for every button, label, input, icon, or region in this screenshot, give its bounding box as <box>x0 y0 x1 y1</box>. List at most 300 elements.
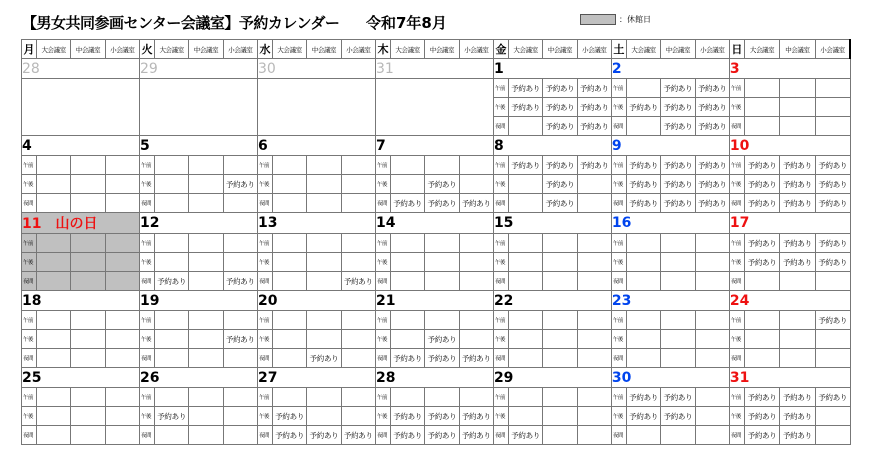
slot-label: 夜間 <box>375 349 390 368</box>
reservation-cell <box>577 272 611 291</box>
reservation-cell <box>695 234 729 253</box>
reservation-cell: 予約あり <box>695 79 729 98</box>
day-number: 1 <box>493 59 611 79</box>
reservation-cell: 予約あり <box>390 407 424 426</box>
reservation-cell <box>154 156 188 175</box>
slot-label: 午後 <box>493 175 508 194</box>
slot-label: 夜間 <box>257 349 272 368</box>
reservation-cell <box>543 311 577 330</box>
reservation-cell <box>695 426 729 445</box>
reservation-cell: 予約あり <box>223 330 257 349</box>
slot-label: 夜間 <box>611 349 626 368</box>
reservation-cell: 予約あり <box>661 194 695 213</box>
slot-label: 午後 <box>257 175 272 194</box>
reservation-cell <box>508 253 542 272</box>
reservation-cell <box>695 388 729 407</box>
day-number: 29 <box>493 368 611 388</box>
slot-label: 午後 <box>493 253 508 272</box>
reservation-cell <box>815 330 850 349</box>
weekday-header: 水 <box>257 40 272 59</box>
reservation-cell <box>626 349 660 368</box>
room-header: 小会議室 <box>577 40 611 59</box>
slot-label: 夜間 <box>611 426 626 445</box>
reservation-cell: 予約あり <box>543 117 577 136</box>
reservation-cell <box>37 426 71 445</box>
day-number: 14 <box>375 213 493 234</box>
slot-label: 午前 <box>729 311 744 330</box>
reservation-cell <box>71 194 105 213</box>
reservation-cell <box>744 311 779 330</box>
slot-label: 午前 <box>611 234 626 253</box>
reservation-cell <box>543 388 577 407</box>
reservation-cell <box>189 407 223 426</box>
reservation-cell <box>71 234 105 253</box>
day-number: 17 <box>729 213 850 234</box>
room-header: 小会議室 <box>459 40 493 59</box>
reservation-cell: 予約あり <box>780 426 815 445</box>
reservation-cell <box>307 175 341 194</box>
reservation-cell: 予約あり <box>780 388 815 407</box>
reservation-cell <box>189 349 223 368</box>
slot-label: 午後 <box>375 330 390 349</box>
reservation-cell: 予約あり <box>577 98 611 117</box>
room-header: 中会議室 <box>189 40 223 59</box>
reservation-cell: 予約あり <box>780 407 815 426</box>
reservation-cell: 予約あり <box>341 272 375 291</box>
reservation-cell <box>425 311 459 330</box>
slot-row <box>22 175 851 194</box>
slot-label: 夜間 <box>611 194 626 213</box>
reservation-cell <box>223 349 257 368</box>
reservation-calendar <box>21 39 851 445</box>
reservation-cell: 予約あり <box>815 156 850 175</box>
slot-row <box>22 272 851 291</box>
reservation-cell <box>661 253 695 272</box>
slot-label: 夜間 <box>611 272 626 291</box>
reservation-cell: 予約あり <box>661 388 695 407</box>
room-header: 大会議室 <box>154 40 188 59</box>
reservation-cell <box>223 426 257 445</box>
reservation-cell <box>154 234 188 253</box>
slot-label: 夜間 <box>493 272 508 291</box>
reservation-cell: 予約あり <box>459 426 493 445</box>
reservation-cell <box>189 388 223 407</box>
slot-row <box>22 234 851 253</box>
reservation-cell <box>154 388 188 407</box>
reservation-cell: 予約あり <box>543 79 577 98</box>
reservation-cell: 予約あり <box>780 194 815 213</box>
slot-row <box>22 194 851 213</box>
reservation-cell <box>272 330 306 349</box>
reservation-cell <box>744 117 779 136</box>
reservation-cell: 予約あり <box>744 234 779 253</box>
slot-label: 夜間 <box>22 194 37 213</box>
room-header: 大会議室 <box>626 40 660 59</box>
day-number: 25 <box>22 368 140 388</box>
reservation-cell <box>577 311 611 330</box>
slot-label: 午後 <box>611 98 626 117</box>
reservation-cell <box>272 175 306 194</box>
reservation-cell: 予約あり <box>154 407 188 426</box>
reservation-cell <box>626 117 660 136</box>
reservation-cell <box>37 388 71 407</box>
day-number: 12 <box>139 213 257 234</box>
date-row <box>22 368 851 388</box>
reservation-cell <box>508 194 542 213</box>
room-header: 小会議室 <box>815 40 850 59</box>
slot-label: 午後 <box>139 330 154 349</box>
reservation-cell: 予約あり <box>744 175 779 194</box>
slot-label: 午後 <box>257 330 272 349</box>
reservation-cell <box>37 272 71 291</box>
slot-label: 午前 <box>611 79 626 98</box>
reservation-cell: 予約あり <box>508 98 542 117</box>
reservation-cell <box>390 330 424 349</box>
slot-label: 午後 <box>22 175 37 194</box>
reservation-cell <box>71 388 105 407</box>
slot-label: 午後 <box>611 330 626 349</box>
slot-row <box>22 388 851 407</box>
reservation-cell <box>71 349 105 368</box>
reservation-cell: 予約あり <box>661 79 695 98</box>
reservation-cell: 予約あり <box>744 156 779 175</box>
reservation-cell <box>626 234 660 253</box>
slot-label: 午後 <box>611 407 626 426</box>
day-number: 31 <box>375 59 493 79</box>
reservation-cell <box>37 311 71 330</box>
reservation-cell <box>223 253 257 272</box>
reservation-cell <box>695 311 729 330</box>
day-number: 30 <box>257 59 375 79</box>
reservation-cell <box>341 253 375 272</box>
reservation-cell <box>390 311 424 330</box>
slot-label: 午前 <box>22 234 37 253</box>
slot-label: 午後 <box>729 253 744 272</box>
reservation-cell <box>626 253 660 272</box>
reservation-cell <box>105 194 139 213</box>
reservation-cell <box>508 311 542 330</box>
room-header: 中会議室 <box>661 40 695 59</box>
slot-label: 午前 <box>375 388 390 407</box>
reservation-cell: 予約あり <box>695 117 729 136</box>
reservation-cell <box>661 349 695 368</box>
reservation-cell: 予約あり <box>626 388 660 407</box>
day-number: 18 <box>22 291 140 311</box>
slot-row <box>22 311 851 330</box>
slot-label: 夜間 <box>493 117 508 136</box>
slot-row <box>22 330 851 349</box>
room-header: 大会議室 <box>272 40 306 59</box>
weekday-header: 金 <box>493 40 508 59</box>
reservation-cell <box>272 156 306 175</box>
reservation-cell <box>425 272 459 291</box>
slot-label: 夜間 <box>729 194 744 213</box>
day-number: 28 <box>375 368 493 388</box>
slot-label: 夜間 <box>493 194 508 213</box>
reservation-cell <box>307 330 341 349</box>
reservation-cell: 予約あり <box>744 426 779 445</box>
reservation-cell <box>307 253 341 272</box>
slot-label: 午前 <box>22 156 37 175</box>
reservation-cell <box>189 175 223 194</box>
weekday-header: 月 <box>22 40 37 59</box>
reservation-cell <box>189 272 223 291</box>
reservation-cell: 予約あり <box>341 426 375 445</box>
slot-label: 午後 <box>611 175 626 194</box>
page-title: 【男女共同参画センター会議室】予約カレンダー <box>22 14 340 32</box>
slot-label: 夜間 <box>257 272 272 291</box>
reservation-cell <box>105 349 139 368</box>
reservation-cell <box>37 175 71 194</box>
reservation-cell <box>425 253 459 272</box>
room-header: 中会議室 <box>543 40 577 59</box>
reservation-cell <box>390 272 424 291</box>
reservation-cell <box>390 234 424 253</box>
slot-label: 夜間 <box>729 117 744 136</box>
reservation-cell <box>154 175 188 194</box>
reservation-cell <box>105 272 139 291</box>
slot-label: 午前 <box>257 156 272 175</box>
slot-label: 午前 <box>493 234 508 253</box>
slot-label: 午前 <box>139 156 154 175</box>
reservation-cell <box>71 156 105 175</box>
reservation-cell <box>661 272 695 291</box>
reservation-cell <box>341 156 375 175</box>
reservation-cell: 予約あり <box>744 253 779 272</box>
day-number: 9 <box>611 136 729 156</box>
day-number: 13 <box>257 213 375 234</box>
reservation-cell <box>307 272 341 291</box>
reservation-cell: 予約あり <box>626 194 660 213</box>
slot-label: 午後 <box>729 330 744 349</box>
slot-label: 午後 <box>22 330 37 349</box>
reservation-cell <box>272 234 306 253</box>
reservation-cell: 予約あり <box>780 253 815 272</box>
slot-label: 午後 <box>139 407 154 426</box>
reservation-cell: 予約あり <box>223 272 257 291</box>
day-number: 15 <box>493 213 611 234</box>
slot-label: 午後 <box>493 330 508 349</box>
reservation-cell <box>189 194 223 213</box>
reservation-cell <box>341 330 375 349</box>
day-number: 30 <box>611 368 729 388</box>
legend-label: ：休館日 <box>619 15 651 24</box>
reservation-cell: 予約あり <box>780 175 815 194</box>
reservation-cell <box>154 426 188 445</box>
slot-label: 夜間 <box>375 272 390 291</box>
reservation-cell: 予約あり <box>425 426 459 445</box>
reservation-cell <box>577 253 611 272</box>
slot-label: 午前 <box>493 156 508 175</box>
slot-label: 午後 <box>729 98 744 117</box>
reservation-cell: 予約あり <box>459 349 493 368</box>
reservation-cell <box>223 388 257 407</box>
reservation-cell <box>459 156 493 175</box>
reservation-cell <box>189 234 223 253</box>
slot-label: 午後 <box>22 253 37 272</box>
reservation-cell: 予約あり <box>543 194 577 213</box>
slot-label: 夜間 <box>729 426 744 445</box>
slot-row <box>22 407 851 426</box>
reservation-cell <box>71 407 105 426</box>
slot-label: 午前 <box>611 311 626 330</box>
reservation-cell <box>37 407 71 426</box>
reservation-cell <box>459 388 493 407</box>
reservation-cell <box>154 330 188 349</box>
slot-label: 午後 <box>257 407 272 426</box>
reservation-cell <box>105 407 139 426</box>
reservation-cell <box>189 156 223 175</box>
reservation-cell <box>695 349 729 368</box>
reservation-cell: 予約あり <box>543 175 577 194</box>
reservation-cell <box>390 175 424 194</box>
reservation-cell <box>508 117 542 136</box>
reservation-cell: 予約あり <box>459 407 493 426</box>
reservation-cell <box>577 330 611 349</box>
slot-label: 午後 <box>375 253 390 272</box>
reservation-cell <box>341 388 375 407</box>
reservation-cell: 予約あり <box>815 311 850 330</box>
closed-day-swatch <box>580 14 616 25</box>
reservation-cell <box>661 426 695 445</box>
reservation-cell <box>459 175 493 194</box>
slot-label: 午後 <box>257 253 272 272</box>
empty-day-block <box>139 79 257 136</box>
reservation-cell <box>815 79 850 98</box>
empty-day-block <box>257 79 375 136</box>
reservation-cell <box>508 175 542 194</box>
day-number: 5 <box>139 136 257 156</box>
day-number: 7 <box>375 136 493 156</box>
reservation-cell <box>577 426 611 445</box>
date-row <box>22 291 851 311</box>
legend <box>580 14 651 25</box>
reservation-cell <box>223 311 257 330</box>
reservation-cell <box>341 407 375 426</box>
reservation-cell <box>390 156 424 175</box>
empty-day-block <box>22 79 140 136</box>
weekday-header: 土 <box>611 40 626 59</box>
slot-label: 夜間 <box>729 272 744 291</box>
reservation-cell <box>189 311 223 330</box>
reservation-cell <box>815 349 850 368</box>
reservation-cell: 予約あり <box>695 175 729 194</box>
day-number: 16 <box>611 213 729 234</box>
reservation-cell: 予約あり <box>577 79 611 98</box>
reservation-cell: 予約あり <box>425 407 459 426</box>
reservation-cell <box>508 388 542 407</box>
reservation-cell <box>425 156 459 175</box>
room-header: 中会議室 <box>425 40 459 59</box>
slot-label: 午前 <box>611 388 626 407</box>
reservation-cell <box>37 349 71 368</box>
room-header: 小会議室 <box>695 40 729 59</box>
slot-label: 午前 <box>375 311 390 330</box>
slot-label: 午後 <box>375 407 390 426</box>
slot-label: 夜間 <box>139 194 154 213</box>
reservation-cell <box>307 311 341 330</box>
reservation-cell <box>223 194 257 213</box>
reservation-cell <box>508 234 542 253</box>
reservation-cell <box>695 330 729 349</box>
weekday-header: 日 <box>729 40 744 59</box>
reservation-cell: 予約あり <box>577 156 611 175</box>
reservation-cell: 予約あり <box>815 253 850 272</box>
reservation-cell <box>459 330 493 349</box>
reservation-cell <box>37 330 71 349</box>
reservation-cell <box>154 349 188 368</box>
reservation-cell: 予約あり <box>508 79 542 98</box>
reservation-cell <box>695 272 729 291</box>
reservation-cell <box>459 234 493 253</box>
reservation-cell: 予約あり <box>154 272 188 291</box>
reservation-cell: 予約あり <box>390 349 424 368</box>
date-row <box>22 213 851 234</box>
reservation-cell: 予約あり <box>661 156 695 175</box>
day-number: 31 <box>729 368 850 388</box>
reservation-cell: 予約あり <box>390 426 424 445</box>
reservation-cell <box>577 175 611 194</box>
reservation-cell <box>661 311 695 330</box>
day-number: 3 <box>729 59 850 79</box>
reservation-cell: 予約あり <box>661 175 695 194</box>
day-number: 19 <box>139 291 257 311</box>
room-header: 大会議室 <box>390 40 424 59</box>
reservation-cell <box>780 330 815 349</box>
reservation-cell <box>459 253 493 272</box>
reservation-cell <box>815 426 850 445</box>
reservation-cell: 予約あり <box>307 426 341 445</box>
reservation-cell: 予約あり <box>661 117 695 136</box>
slot-row <box>22 79 851 98</box>
reservation-cell <box>71 272 105 291</box>
reservation-cell: 予約あり <box>459 194 493 213</box>
reservation-cell <box>272 388 306 407</box>
slot-row <box>22 426 851 445</box>
day-number: 26 <box>139 368 257 388</box>
slot-label: 午前 <box>257 311 272 330</box>
reservation-cell <box>223 234 257 253</box>
reservation-cell: 予約あり <box>695 156 729 175</box>
slot-label: 夜間 <box>139 349 154 368</box>
slot-label: 午後 <box>729 407 744 426</box>
room-header: 小会議室 <box>105 40 139 59</box>
reservation-cell: 予約あり <box>425 330 459 349</box>
reservation-cell <box>307 407 341 426</box>
slot-label: 午後 <box>22 407 37 426</box>
reservation-cell: 予約あり <box>272 426 306 445</box>
reservation-cell: 予約あり <box>626 407 660 426</box>
reservation-cell <box>390 253 424 272</box>
day-number: 21 <box>375 291 493 311</box>
reservation-cell <box>105 426 139 445</box>
reservation-cell <box>508 272 542 291</box>
reservation-cell: 予約あり <box>815 175 850 194</box>
reservation-cell <box>37 194 71 213</box>
reservation-cell <box>71 311 105 330</box>
reservation-cell <box>780 98 815 117</box>
reservation-cell: 予約あり <box>815 388 850 407</box>
reservation-cell <box>459 311 493 330</box>
month-label: 令和7年8月 <box>366 14 447 32</box>
reservation-cell <box>105 234 139 253</box>
room-header: 中会議室 <box>71 40 105 59</box>
reservation-cell <box>543 426 577 445</box>
reservation-cell <box>71 175 105 194</box>
reservation-cell <box>661 330 695 349</box>
slot-label: 夜間 <box>611 117 626 136</box>
reservation-cell <box>272 253 306 272</box>
